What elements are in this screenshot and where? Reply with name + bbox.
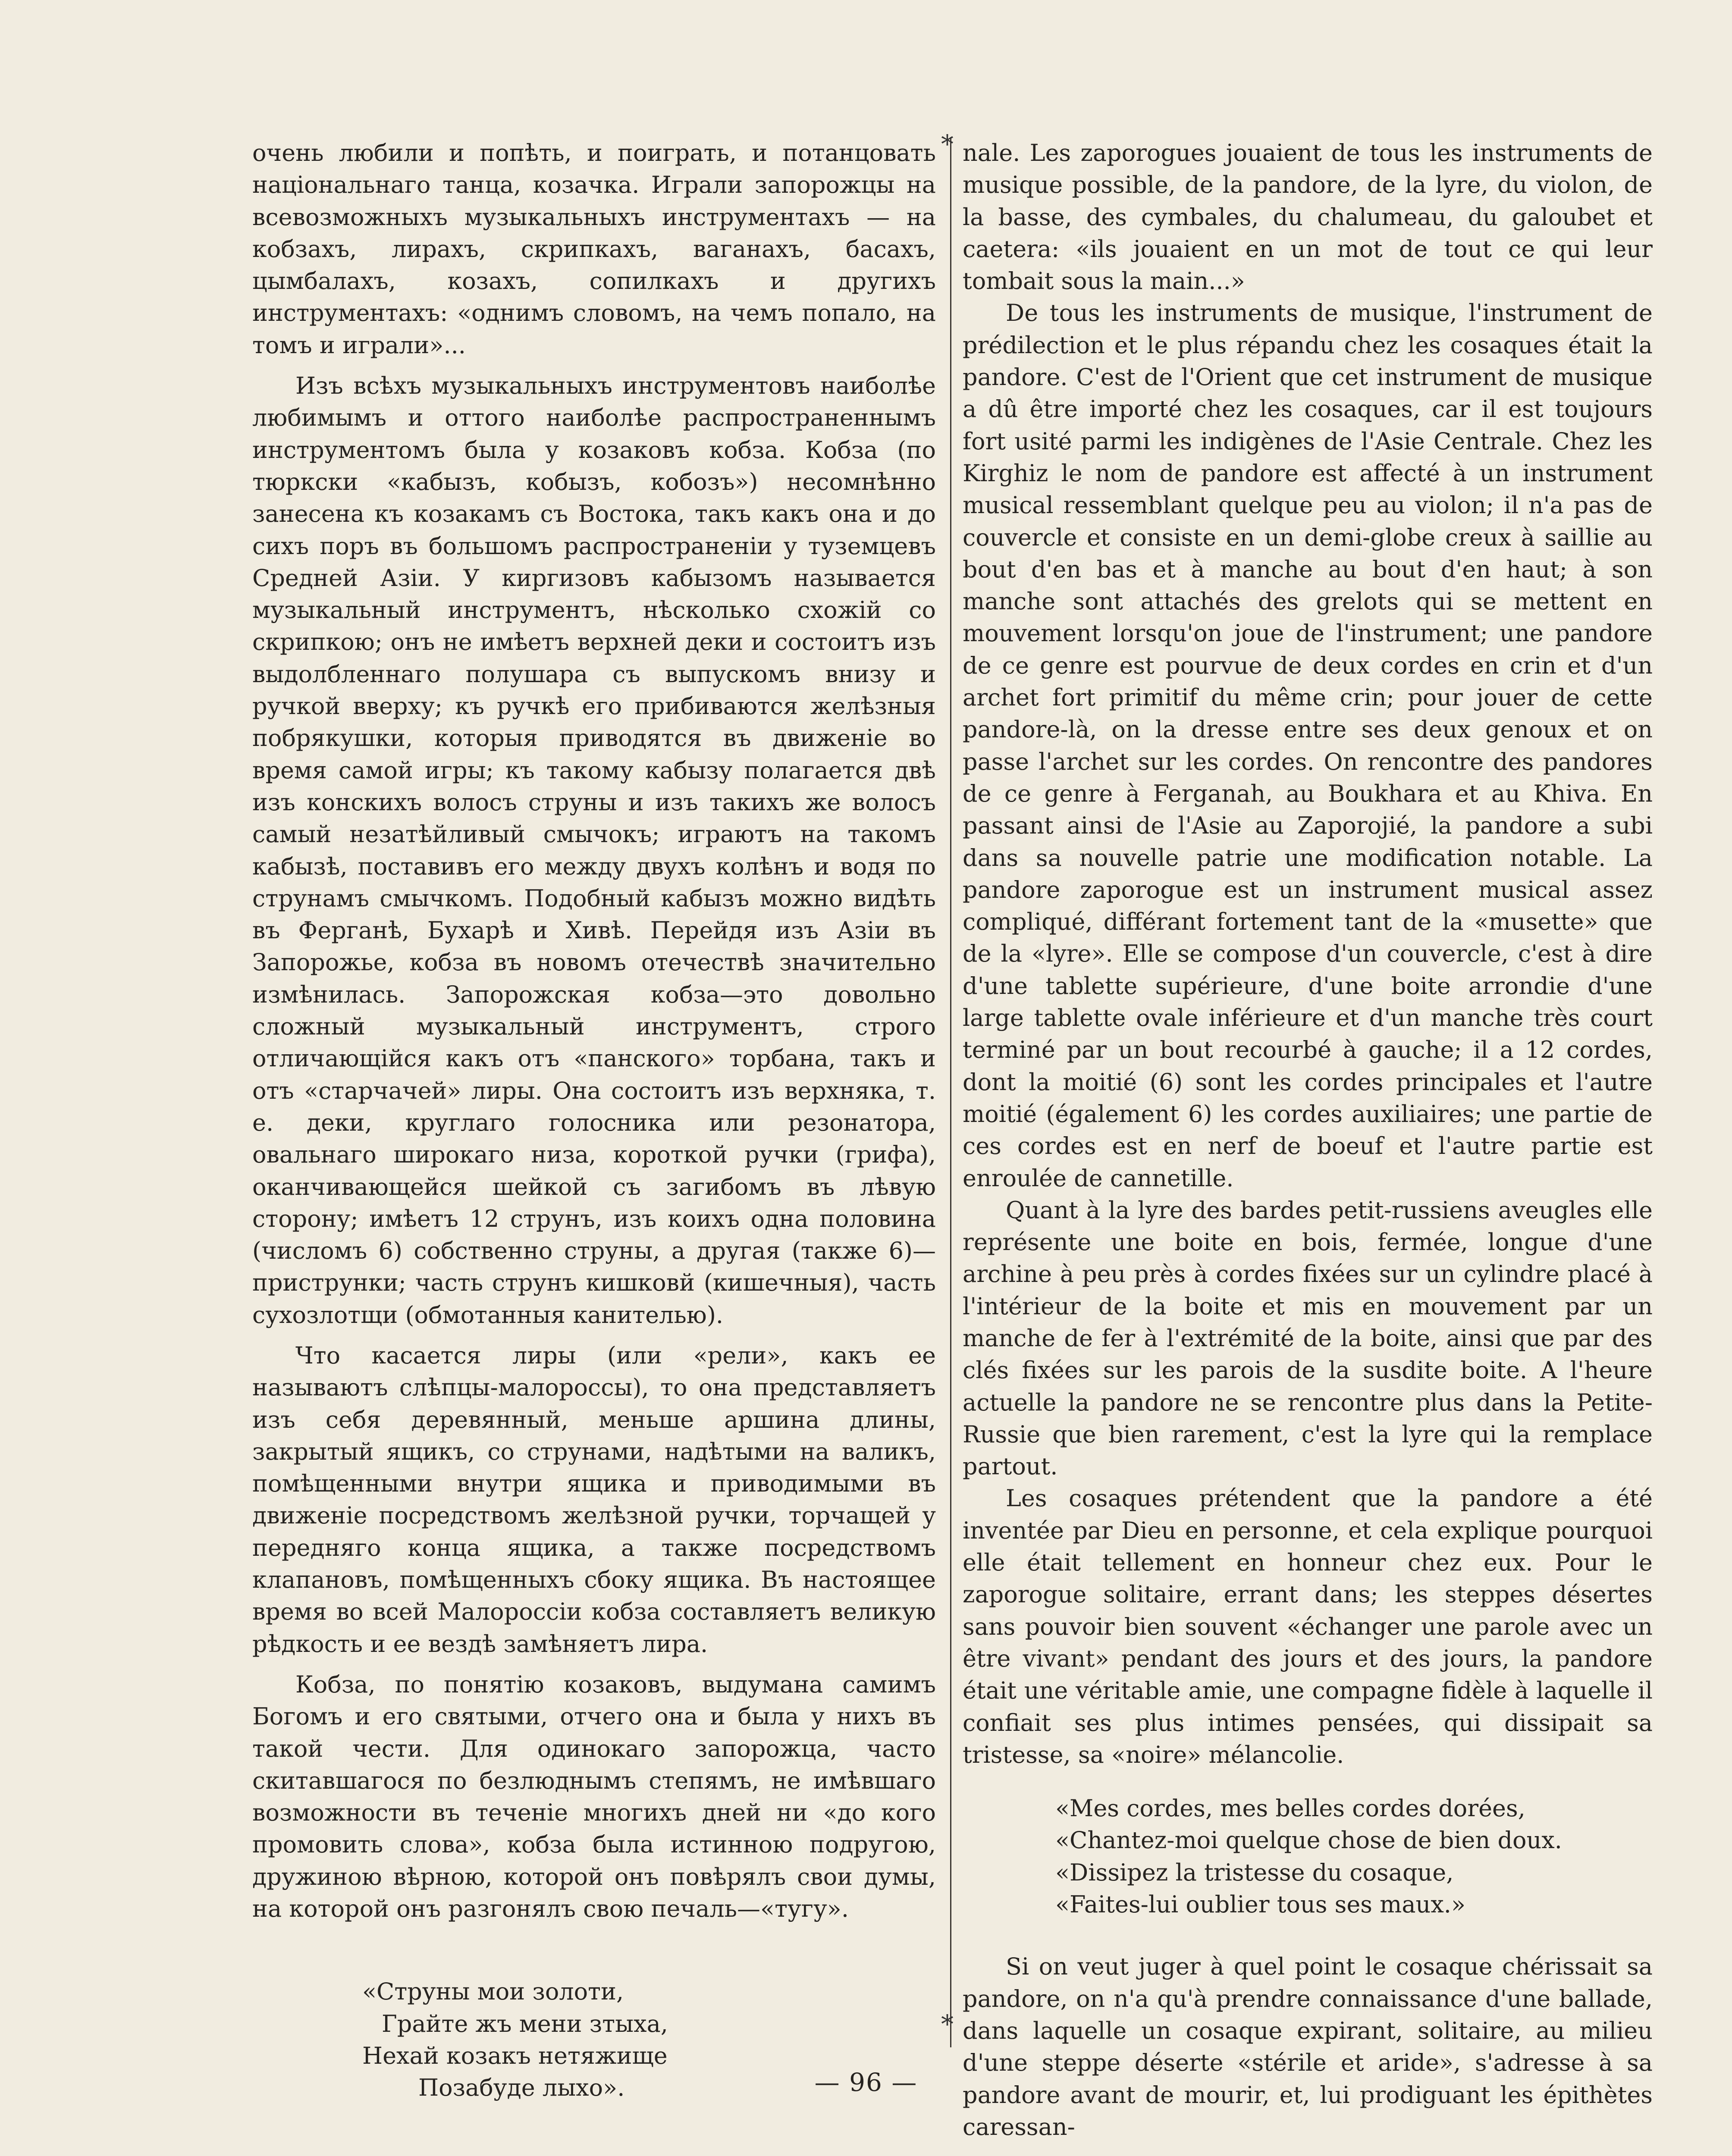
paragraph: Quant à la lyre des bardes petit-russiens aveugles elle représente une boite en bois, fermée, longue d'une archine à peu près à cordes fixées sur un cylindre placé à l'intérieur de la boite et mis en mouvement par un manche de fer à l'extrémité de la boite, ainsi que par des clés fixées sur les parois de la susdite boite. A l'heure actuelle la pandore ne se rencontre plus dans la Petite-Russie que bien rarement, c'est la lyre qui la remplace partout. [963,1196,1653,1480]
poem-line: Нехай козакъ нетяжище [362,2042,668,2069]
paragraph: Les cosaques prétendent que la pandore a été inventée par Dieu en personne, et cela explique pourquoi elle était tellement en honneur chez eux. Pour le zaporogue solitaire, errant dans; les steppes désertes sans pouvoir bien souvent «échanger une parole avec un être vivant» pendant des jours et des jours, la pandore était une véritable amie, une compagne fidèle à laquelle il confiait ses plus intimes pensées, qui dissipait sa tristesse, sa «noire» mélancolie. [963,1485,1653,1768]
paragraph: Si on veut juger à quel point le cosaque chérissait sa pandore, on n'a qu'à prendre connaissance d'une ballade, dans laquelle un cosaque expirant, solitaire, au milieu d'une steppe déserte «stérile et aride», s'adresse à sa pandore avant de mourir, et, lui prodiguant les épithètes caressan- [963,1953,1653,2140]
poem-line: «Струны мои золоти, [362,1978,624,2006]
paragraph: nale. Les zaporogues jouaient de tous les instruments de musique possible, de la pandore, de la lyre, du violon, de la basse, des cymbales, du chalumeau, du galoubet et caetera: «ils jouaient en un mot de tout ce qui leur tombait sous la main...» [963,139,1653,295]
paragraph: De tous les instruments de musique, l'instrument de prédilection et le plus répandu chez les cosaques était la pandore. C'est de l'Orient que cet instrument de musique a dû être importé chez les cosaques, car il est toujours fort usité parmi les indigènes de l'Asie Centrale. Chez les Kirghiz le nom de pandore est affecté à un instrument musical ressemblant quelque peu au violon; il n'a pas de couvercle et consiste en un demi-globe creux à saillie au bout d'en bas et à manche au bout d'en haut; à son manche sont attachés des grelots qui se mettent en mouvement lorsqu'on joue de l'instrument; une pandore de ce genre est pourvue de deux cordes en crin et d'un archet fort primitif du même crin; pour jouer de cette pandore-là, on la dresse entre ses deux genoux et on passe l'archet sur les cordes. On rencontre des pandores de ce genre à Ferganah, au Boukhara et au Khiva. En passant ainsi de l'Asie au Zaporojié, la pandore a subi dans sa nouvelle patrie une modification notable. La pandore zaporogue est un instrument musical assez compliqué, différant fortement tant de la «musette» que de la «lyre». Elle se compose d'un couvercle, c'est à dire d'une tablette supérieure, d'une boite arrondie d'une large tablette ovale inférieure et d'un manche très court terminé par un bout recourbé à gauche; il a 12 cordes, dont la moitié (6) sont les cordes principales et l'autre moitié (également 6) les cordes auxiliaires; une partie de ces cordes est en nerf de boeuf et l'autre partie est enroulée de cannetille. [963,299,1653,1192]
french-poem [963,1792,1653,1921]
russian-column [252,137,936,2104]
paragraph: Изъ всѣхъ музыкальныхъ инструментовъ наиболѣе любимымъ и оттого наиболѣе распространеннымъ инструментомъ была у козаковъ кобза. Кобза (по тюркски «кабызъ, кобызъ, кобозъ») несомнѣнно занесена къ козакамъ съ Востока, такъ какъ она и до сихъ поръ въ большомъ распространеніи у туземцевъ Средней Азіи. У киргизовъ кабызомъ называется музыкальный инструментъ, нѣсколько схожій со скрипкою; онъ не имѣетъ верхней деки и состоитъ изъ выдолбленнаго полушара съ выпускомъ внизу и ручкой вверху; къ ручкѣ его прибиваются желѣзныя побрякушки, которыя приводятся въ движеніе во время самой игры; къ такому кабызу полагается двѣ изъ конскихъ волосъ струны и изъ такихъ же волосъ самый незатѣйливый смычокъ; играютъ на такомъ кабызѣ, поставивъ его между двухъ колѣнъ и водя по струнамъ смычкомъ. Подобный кабызъ можно видѣть въ Ферганѣ, Бухарѣ и Хивѣ. Перейдя изъ Азіи въ Запорожье, кобза въ новомъ отечествѣ значительно измѣнилась. Запорожская кобза—это довольно сложный музыкальный инструментъ, строго отличающійся какъ отъ «панского» торбана, такъ и отъ «старчачей» лиры. Она состоитъ изъ верхняка, т. е. деки, круглаго голосника или резонатора, овальнаго широкаго низа, короткой ручки (грифа), оканчивающейся шейкой съ загибомъ въ лѣвую сторону; имѣетъ 12 струнъ, изъ коихъ одна половина (числомъ 6) собственно струны, а другая (также 6)—приструнки; часть струнъ кишковй (кишечныя), часть сухозлотщи (обмотанныя канителью). [252,372,936,1329]
paragraph: Что касается лиры (или «рели», какъ ее называютъ слѣпцы-малороссы), то она представляетъ изъ себя деревянный, меньше аршина длины, закрытый ящикъ, со струнами, надѣтыми на валикъ, помѣщенными внутри ящика и приводимыми въ движеніе посредствомъ желѣзной ручки, торчащей у передняго конца ящика, а также посредствомъ клапановъ, помѣщенныхъ сбоку ящика. Въ настоящее время во всей Малороссіи кобза составляетъ великую рѣдкость и ее вездѣ замѣняетъ лира. [252,1341,936,1658]
page-number: — 96 — [814,2068,918,2097]
poem-line: Грайте жъ мени зтыха, [382,2010,668,2037]
page-mark-top: * [941,129,954,159]
poem-line: «Chantez-moi quelque chose de bien doux. [1055,1827,1562,1854]
poem-line: Позабуде лыхо». [418,2074,625,2102]
poem-line: «Mes cordes, mes belles cordes dorées, [1055,1795,1525,1822]
paragraph: Кобза, по понятію козаковъ, выдумана самимъ Богомъ и его святыми, отчего она и была у нихъ въ такой чести. Для одинокаго запорожца, часто скитавшагося по безлюднымъ степямъ, не имѣвшаго возможности въ теченіе многихъ дней ни «до кого промовить слова», кобза была истинною подругою, дружиною вѣрною, которой онъ повѣрялъ свои думы, на которой онъ разгонялъ свою печаль—«тугу». [252,1670,936,1923]
page-mark-bottom: * [941,2009,954,2039]
poem-line: «Dissipez la tristesse du cosaque, [1055,1858,1454,1886]
french-column [963,137,1653,2143]
column-divider [950,137,951,2047]
poem-line: «Faites-lui oublier tous ses maux.» [1055,1891,1465,1918]
paragraph: очень любили и попѣть, и поиграть, и потанцовать національнаго танца, козачка. Играли запорожцы на всевозможныхъ музыкальныхъ инструментахъ — на кобзахъ, лирахъ, скрипкахъ, ваганахъ, басахъ, цымбалахъ, козахъ, сопилкахъ и другихъ инструментахъ: «однимъ словомъ, на чемъ попало, на томъ и играли»... [252,139,936,359]
